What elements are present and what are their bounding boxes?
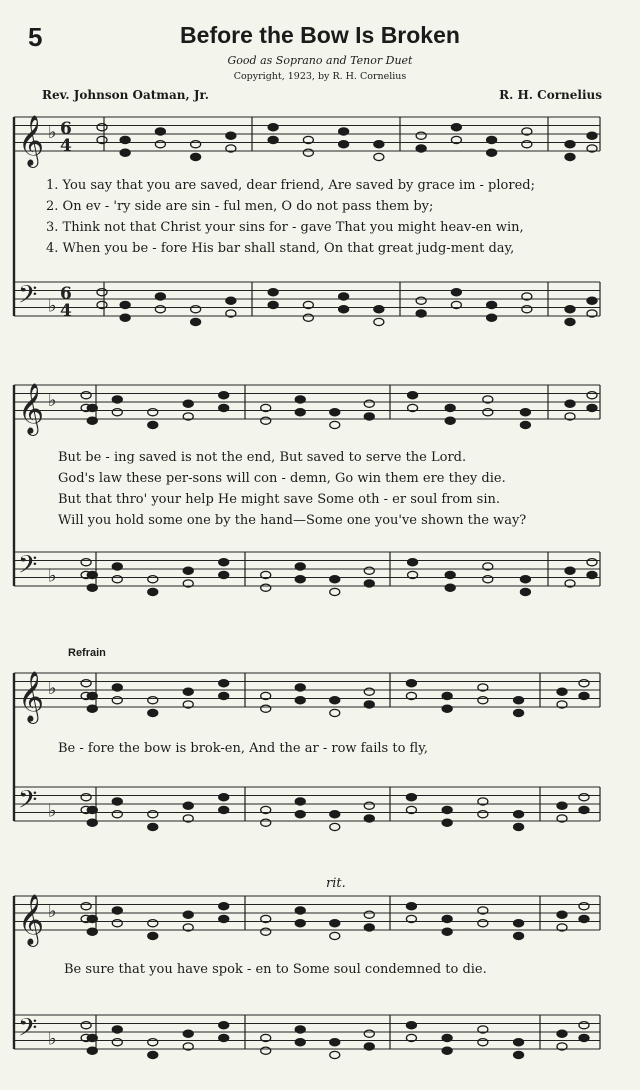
hymn-title: Before the Bow Is Broken (180, 22, 460, 48)
treble-3-notehead (579, 680, 589, 687)
bass-4-notehead (442, 1034, 452, 1041)
treble-1-notehead (374, 141, 384, 148)
treble-2-notehead (364, 413, 374, 420)
bass-1-notehead (487, 301, 497, 308)
key-signature-flat: ♭ (48, 1028, 57, 1050)
bass-1-notehead (416, 297, 426, 304)
treble-4-notehead (112, 907, 122, 914)
treble-4-notehead (364, 924, 374, 931)
treble-3-notehead (514, 697, 524, 704)
bass-1-notehead (268, 301, 278, 308)
bass-4-notehead (219, 1034, 229, 1041)
copyright-line: Copyright, 1923, by R. H. Cornelius (233, 71, 407, 82)
bass-1-notehead (416, 310, 426, 317)
treble-4-notehead (442, 915, 452, 922)
bass-1-notehead (587, 297, 597, 304)
treble-2-notehead (183, 400, 193, 407)
bass-2-notehead (295, 576, 305, 583)
treble-2-notehead (408, 392, 418, 399)
treble-2-notehead (112, 396, 122, 403)
treble-4-notehead (514, 920, 524, 927)
bass-4-notehead (579, 1022, 589, 1029)
bass-2-notehead (112, 576, 122, 583)
treble-2-notehead (112, 409, 122, 416)
treble-2-notehead (87, 417, 97, 424)
treble-4-notehead (579, 915, 589, 922)
bass-1-notehead (565, 306, 575, 313)
treble-2-notehead (295, 409, 305, 416)
treble-3-notehead (557, 688, 567, 695)
bass-1-notehead (339, 293, 349, 300)
bass-clef: 𝄢 (18, 280, 38, 316)
bass-3-notehead (183, 802, 193, 809)
treble-3-notehead (364, 701, 374, 708)
treble-1-notehead (155, 128, 165, 135)
bass-2-notehead (261, 584, 271, 591)
treble-2-notehead (445, 417, 455, 424)
bass-1-notehead (303, 314, 313, 321)
treble-4-notehead (87, 915, 97, 922)
bass-3-notehead (87, 819, 97, 826)
treble-4-notehead (364, 911, 374, 918)
treble-2-notehead (148, 421, 158, 428)
bass-4-notehead (514, 1039, 524, 1046)
bass-1-notehead (268, 289, 278, 296)
bass-3-notehead (514, 823, 524, 830)
treble-clef: 𝄞 (18, 383, 45, 434)
bass-1-notehead (97, 289, 107, 296)
treble-2-notehead (219, 392, 229, 399)
bass-2-notehead (219, 559, 229, 566)
treble-4-notehead (183, 911, 193, 918)
treble-3-notehead (219, 692, 229, 699)
treble-4-notehead (261, 928, 271, 935)
treble-1-notehead (303, 149, 313, 156)
bass-4-notehead (112, 1026, 122, 1033)
treble-3-notehead (406, 680, 416, 687)
key-signature-flat: ♭ (48, 390, 57, 411)
treble-4-notehead (295, 907, 305, 914)
bass-3-notehead (295, 811, 305, 818)
bass-2-notehead (587, 571, 597, 578)
bass-3-notehead (514, 811, 524, 818)
bass-4-notehead (406, 1022, 416, 1029)
bass-1-notehead (120, 314, 130, 321)
bass-1-notehead (120, 301, 130, 308)
bass-3-notehead (81, 794, 91, 801)
bass-3-notehead (442, 806, 452, 813)
treble-2-notehead (565, 400, 575, 407)
verse-1-line-2: But be - ing saved is not the end, But saved to serve the Lord. (58, 450, 467, 465)
bass-3-notehead (557, 802, 567, 809)
bass-clef: 𝄢 (18, 785, 38, 821)
treble-2-notehead (261, 417, 271, 424)
treble-4-notehead (81, 903, 91, 910)
bass-3-notehead (330, 823, 340, 830)
bass-3-notehead (579, 794, 589, 801)
bass-2-notehead (87, 571, 97, 578)
bass-2-notehead (364, 567, 374, 574)
treble-4-notehead (87, 928, 97, 935)
treble-1-notehead (416, 132, 426, 139)
bass-2-notehead (330, 588, 340, 595)
hymn-number: 5 (28, 22, 43, 52)
treble-1-notehead (339, 128, 349, 135)
treble-clef: 𝄞 (18, 115, 45, 166)
bass-4-notehead (295, 1039, 305, 1046)
bass-3-notehead (148, 823, 158, 830)
bass-3-notehead (261, 819, 271, 826)
treble-4-notehead (406, 903, 416, 910)
composer-credit: R. H. Cornelius (499, 88, 602, 102)
bass-4-notehead (579, 1034, 589, 1041)
time-signature-bottom: 4 (60, 136, 72, 156)
treble-2-notehead (295, 396, 305, 403)
treble-3-notehead (261, 705, 271, 712)
treble-2-notehead (483, 409, 493, 416)
bass-2-notehead (183, 567, 193, 574)
treble-3-notehead (579, 692, 589, 699)
verse-4-line-2: Will you hold some one by the hand—Some one you've shown the way? (58, 513, 527, 528)
bass-4-notehead (148, 1051, 158, 1058)
bass-4-notehead (183, 1030, 193, 1037)
treble-3-notehead (219, 680, 229, 687)
bass-4-notehead (330, 1039, 340, 1046)
bass-4-notehead (364, 1030, 374, 1037)
treble-3-notehead (183, 688, 193, 695)
bass-3-notehead (219, 794, 229, 801)
ritardando-mark: rit. (326, 876, 346, 891)
bass-2-notehead (587, 559, 597, 566)
bass-2-notehead (408, 559, 418, 566)
treble-1-notehead (120, 136, 130, 143)
treble-4-notehead (219, 903, 229, 910)
bass-4-notehead (261, 1047, 271, 1054)
treble-3-notehead (364, 688, 374, 695)
bass-1-notehead (191, 306, 201, 313)
treble-2-notehead (87, 404, 97, 411)
bass-4-notehead (112, 1039, 122, 1046)
bass-2-notehead (364, 580, 374, 587)
treble-4-notehead (148, 920, 158, 927)
treble-2-notehead (587, 392, 597, 399)
treble-4-notehead (295, 920, 305, 927)
treble-1-notehead (191, 153, 201, 160)
treble-4-notehead (219, 915, 229, 922)
treble-3-notehead (87, 705, 97, 712)
bass-3-notehead (148, 811, 158, 818)
key-signature-flat: ♭ (48, 295, 57, 317)
treble-4-notehead (112, 920, 122, 927)
bass-3-notehead (478, 811, 488, 818)
bass-2-notehead (445, 571, 455, 578)
bass-1-notehead (487, 314, 497, 321)
treble-2-notehead (520, 409, 530, 416)
time-signature-top: 6 (60, 119, 72, 139)
treble-2-notehead (81, 392, 91, 399)
treble-1-notehead (487, 136, 497, 143)
bass-3-notehead (364, 815, 374, 822)
lyricist-credit: Rev. Johnson Oatman, Jr. (42, 88, 209, 102)
verse-3-line-1: 3. Think not that Christ your sins for - gave That you might heav-en win, (46, 220, 524, 235)
treble-3-notehead (478, 697, 488, 704)
bass-4-notehead (478, 1039, 488, 1046)
treble-3-notehead (442, 692, 452, 699)
bass-1-notehead (155, 293, 165, 300)
treble-3-notehead (148, 697, 158, 704)
bass-clef: 𝄢 (18, 1013, 38, 1049)
bass-3-notehead (112, 798, 122, 805)
treble-4-notehead (148, 932, 158, 939)
bass-2-notehead (565, 567, 575, 574)
treble-1-notehead (226, 132, 236, 139)
key-signature-flat: ♭ (48, 678, 57, 699)
treble-2-notehead (364, 400, 374, 407)
refrain-label: Refrain (68, 647, 106, 659)
treble-1-notehead (97, 124, 107, 131)
bass-1-notehead (226, 297, 236, 304)
treble-4-notehead (579, 903, 589, 910)
treble-1-notehead (120, 149, 130, 156)
treble-3-notehead (295, 684, 305, 691)
treble-2-notehead (587, 404, 597, 411)
bass-4-notehead (87, 1047, 97, 1054)
treble-1-notehead (268, 136, 278, 143)
refrain-line-1: Be - fore the bow is brok-en, And the ar - row fails to fly, (58, 741, 428, 756)
treble-2-notehead (330, 421, 340, 428)
key-signature-flat: ♭ (48, 800, 57, 822)
bass-1-notehead (374, 306, 384, 313)
treble-3-notehead (112, 697, 122, 704)
bass-4-notehead (295, 1026, 305, 1033)
bass-3-notehead (112, 811, 122, 818)
bass-2-notehead (483, 576, 493, 583)
treble-2-notehead (219, 404, 229, 411)
bass-3-notehead (330, 811, 340, 818)
bass-4-notehead (514, 1051, 524, 1058)
bass-2-notehead (520, 588, 530, 595)
treble-1-notehead (565, 153, 575, 160)
bass-2-notehead (87, 584, 97, 591)
treble-1-notehead (339, 141, 349, 148)
treble-1-notehead (268, 124, 278, 131)
treble-1-notehead (191, 141, 201, 148)
bass-4-notehead (87, 1034, 97, 1041)
treble-clef: 𝄞 (18, 671, 45, 722)
bass-4-notehead (442, 1047, 452, 1054)
treble-4-notehead (514, 932, 524, 939)
treble-1-notehead (155, 141, 165, 148)
verse-2-line-2: God's law these per-sons will con - demn, Go win them ere they die. (58, 471, 506, 486)
bass-2-notehead (81, 559, 91, 566)
bass-2-notehead (520, 576, 530, 583)
treble-4-notehead (442, 928, 452, 935)
treble-2-notehead (148, 409, 158, 416)
treble-1-notehead (565, 141, 575, 148)
treble-3-notehead (81, 680, 91, 687)
bass-3-notehead (579, 806, 589, 813)
time-signature-bottom: 4 (60, 301, 72, 321)
treble-3-notehead (442, 705, 452, 712)
bass-2-notehead (330, 576, 340, 583)
bass-4-notehead (330, 1051, 340, 1058)
refrain-line-2: Be sure that you have spok - en to Some soul condemned to die. (64, 962, 487, 977)
treble-2-notehead (520, 421, 530, 428)
bass-2-notehead (148, 576, 158, 583)
treble-3-notehead (295, 697, 305, 704)
treble-1-notehead (374, 153, 384, 160)
bass-4-notehead (219, 1022, 229, 1029)
bass-2-notehead (219, 571, 229, 578)
bass-1-notehead (155, 306, 165, 313)
bass-1-notehead (565, 318, 575, 325)
key-signature-flat: ♭ (48, 901, 57, 922)
treble-3-notehead (330, 709, 340, 716)
bass-4-notehead (81, 1022, 91, 1029)
treble-1-notehead (451, 124, 461, 131)
bass-1-notehead (374, 318, 384, 325)
performance-note: Good as Soprano and Tenor Duet (227, 54, 413, 67)
treble-1-notehead (522, 141, 532, 148)
treble-3-notehead (514, 709, 524, 716)
bass-4-notehead (557, 1030, 567, 1037)
key-signature-flat: ♭ (48, 565, 57, 587)
bass-2-notehead (445, 584, 455, 591)
treble-3-notehead (330, 697, 340, 704)
treble-4-notehead (330, 932, 340, 939)
treble-4-notehead (557, 911, 567, 918)
treble-1-notehead (587, 132, 597, 139)
treble-4-notehead (330, 920, 340, 927)
treble-3-notehead (148, 709, 158, 716)
bass-clef: 𝄢 (18, 550, 38, 586)
treble-2-notehead (330, 409, 340, 416)
bass-1-notehead (522, 306, 532, 313)
time-signature-top: 6 (60, 284, 72, 304)
treble-clef: 𝄞 (18, 894, 45, 945)
bass-3-notehead (406, 794, 416, 801)
bass-2-notehead (112, 563, 122, 570)
bass-2-notehead (295, 563, 305, 570)
bass-3-notehead (219, 806, 229, 813)
bass-3-notehead (295, 798, 305, 805)
bass-4-notehead (148, 1039, 158, 1046)
verse-4-line-1: 4. When you be - fore His bar shall stand, On that great judg-ment day, (46, 241, 515, 256)
bass-3-notehead (442, 819, 452, 826)
bass-2-notehead (148, 588, 158, 595)
verse-2-line-1: 2. On ev - 'ry side are sin - ful men, O do not pass them by; (46, 199, 434, 214)
bass-1-notehead (191, 318, 201, 325)
verse-1-line-1: 1. You say that you are saved, dear friend, Are saved by grace im - plored; (46, 178, 535, 193)
verse-3-line-2: But that thro' your help He might save Some oth - er soul from sin. (58, 492, 500, 507)
treble-1-notehead (416, 145, 426, 152)
key-signature-flat: ♭ (48, 122, 57, 143)
bass-3-notehead (364, 802, 374, 809)
treble-3-notehead (87, 692, 97, 699)
bass-3-notehead (87, 806, 97, 813)
treble-3-notehead (112, 684, 122, 691)
bass-1-notehead (451, 289, 461, 296)
bass-1-notehead (339, 306, 349, 313)
bass-4-notehead (364, 1043, 374, 1050)
treble-1-notehead (487, 149, 497, 156)
treble-4-notehead (478, 920, 488, 927)
treble-2-notehead (445, 404, 455, 411)
